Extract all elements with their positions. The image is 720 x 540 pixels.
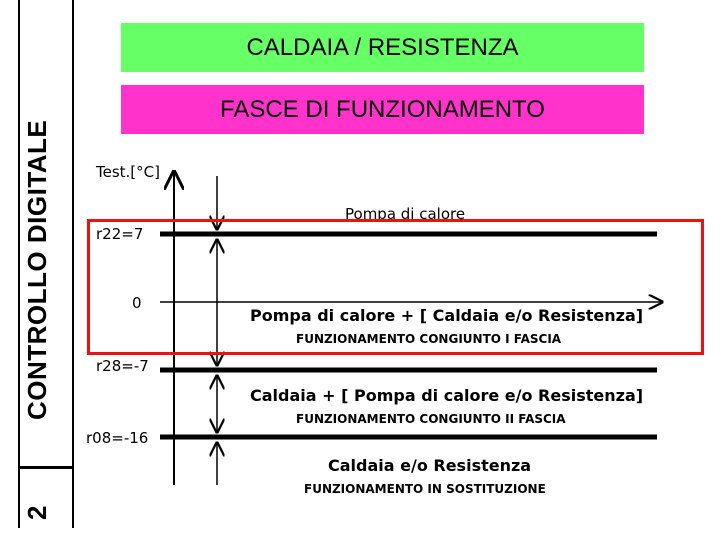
zone-4-title: Caldaia e/o Resistenza	[328, 456, 532, 475]
zone-4-subtitle: FUNZIONAMENTO IN SOSTITUZIONE	[304, 482, 546, 496]
banner-caldaia-resistenza: CALDAIA / RESISTENZA	[121, 23, 644, 72]
highlight-box-first-band	[87, 219, 704, 355]
level-label-r22: r22=7	[96, 225, 144, 243]
section-title: CONTROLLO DIGITALE	[22, 119, 52, 420]
zone-3-title: Caldaia + [ Pompa di calore e/o Resistenza]	[250, 386, 644, 405]
zone-1-title: Pompa di calore	[345, 205, 466, 223]
section-number: 2	[22, 505, 52, 520]
zone-3-subtitle: FUNZIONAMENTO CONGIUNTO II FASCIA	[296, 412, 566, 426]
banner-fasce-funzionamento: FASCE DI FUNZIONAMENTO	[121, 85, 644, 134]
level-label-zero: 0	[132, 294, 142, 312]
level-label-r28: r28=-7	[96, 357, 149, 375]
axis-label: Test.[°C]	[96, 163, 160, 181]
level-label-r08: r08=-16	[86, 429, 149, 447]
zone-2-subtitle: FUNZIONAMENTO CONGIUNTO I FASCIA	[296, 332, 562, 346]
zone-2-title: Pompa di calore + [ Caldaia e/o Resistenza]	[250, 306, 644, 325]
